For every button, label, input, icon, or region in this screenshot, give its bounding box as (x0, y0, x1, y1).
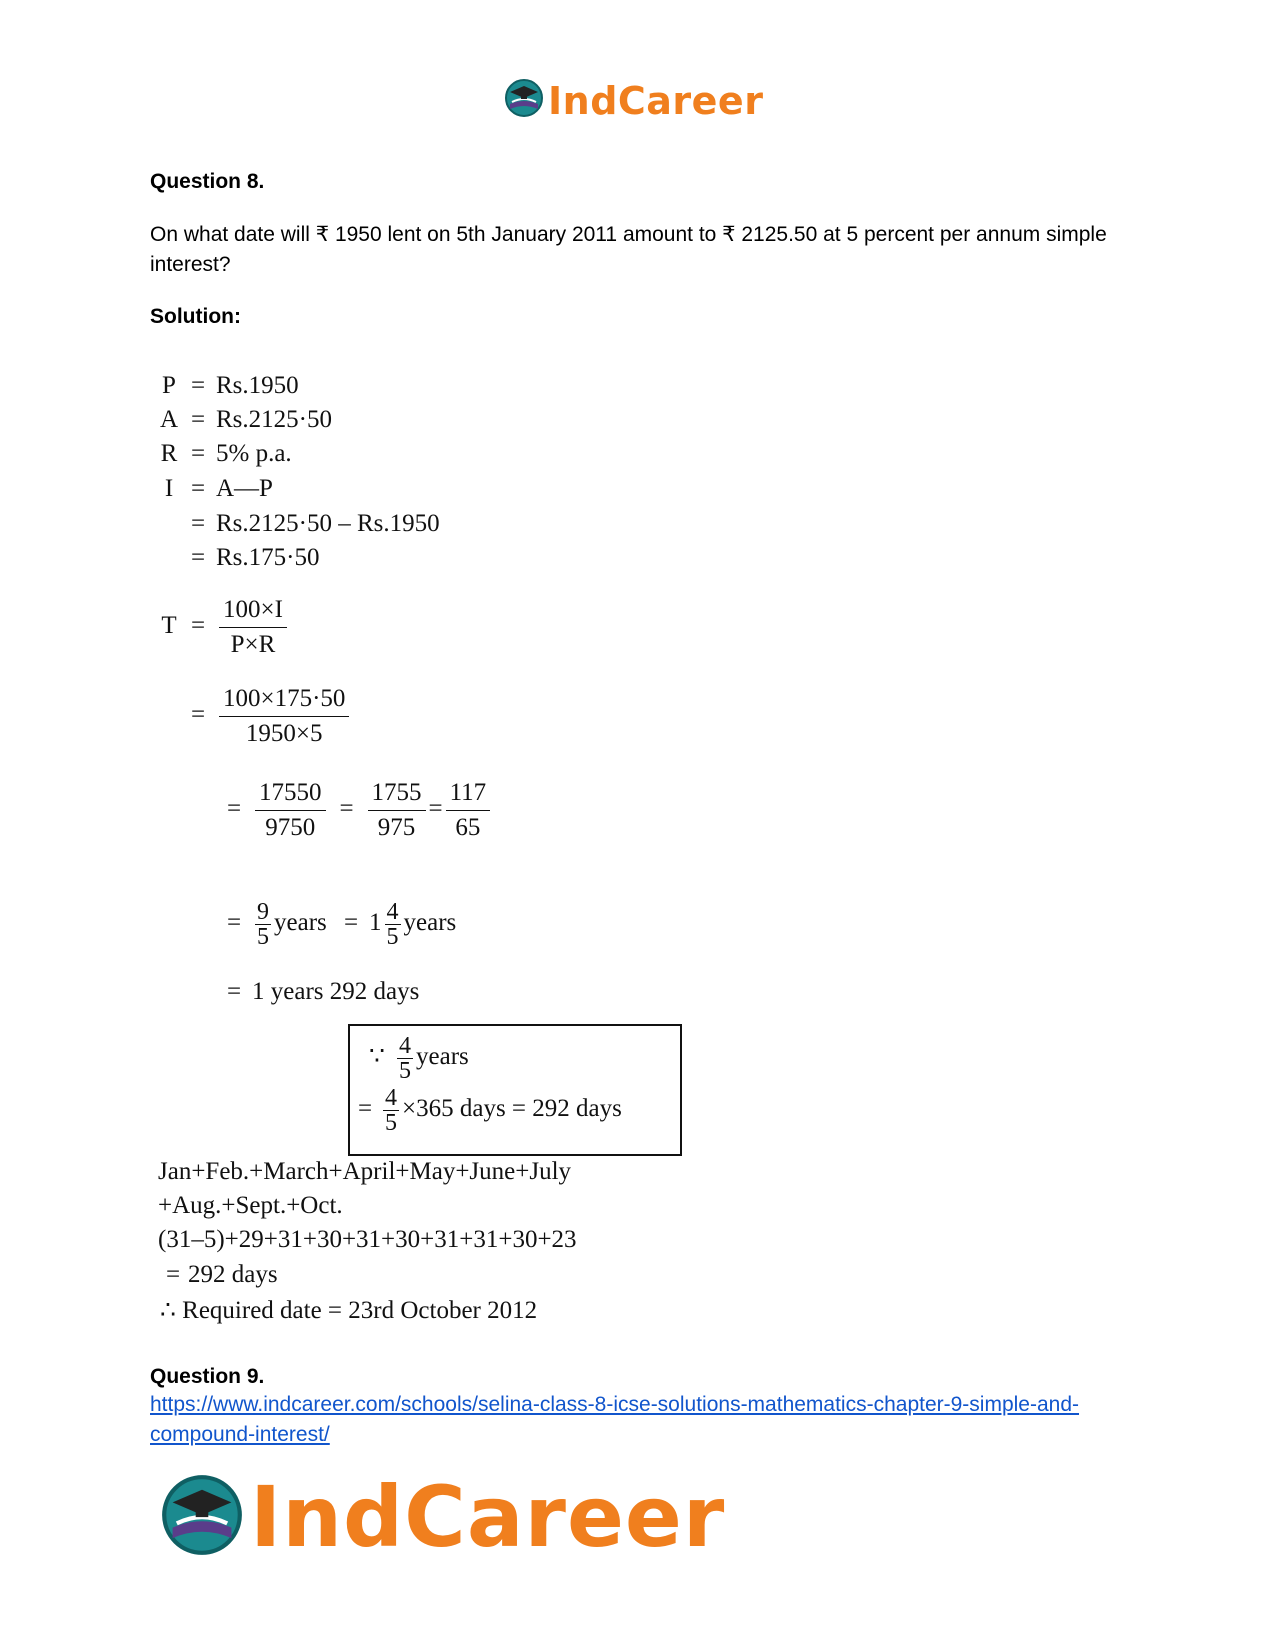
question-8-heading: Question 8. (150, 170, 265, 193)
time-formula: T = $\frac{100\times I}{P\times R}$ (158, 595, 290, 660)
solution-heading: Solution: (150, 305, 241, 328)
given-amount: A = Rs.2125·50 (159, 406, 332, 433)
interest-formula: I = A—P (164, 475, 273, 502)
time-substitution: = $\frac{100\times 175\cdot 50}{1950\times 5}$ (180, 684, 352, 749)
indcareer-logo-top (504, 78, 763, 123)
interest-result: = Rs.175·50 (190, 544, 320, 571)
required-date: ∴ Required date = 23rd October 2012 (160, 1297, 538, 1324)
time-in-years: = $\frac{9}{5}$ years = 1 $\frac{4}{5}$ years (226, 899, 457, 950)
brand-wordmark: IndCareer (250, 1468, 726, 1566)
time-simplification: = $\frac{17550}{9750}$ = $\frac{1755}{975}$ = $\frac{117}{65}$ (216, 778, 493, 843)
indcareer-logo-bottom (160, 1468, 725, 1566)
interest-step: = Rs.2125·50 – Rs.1950 (190, 510, 440, 537)
graduation-cap-book-icon (504, 78, 544, 123)
days-total: = 292 days (165, 1261, 278, 1288)
graduation-cap-book-icon (160, 1473, 244, 1562)
source-link[interactable]: https://www.indcareer.com/schools/selina-class-8-icse-solutions-mathematics-chapter-9-simple-and-compound-interest/ (150, 1393, 1080, 1446)
days-sum: (31–5)+29+31+30+31+30+31+31+30+23 (158, 1226, 577, 1253)
months-line-1: Jan+Feb.+March+April+May+June+July (158, 1158, 572, 1185)
months-line-2: +Aug.+Sept.+Oct. (158, 1192, 343, 1219)
time-fraction: $\frac{100\times I}{P\times R}$ (219, 595, 287, 660)
given-rate: R = 5% p.a. (160, 440, 292, 467)
question-9-heading: Question 9. (150, 1365, 265, 1388)
question-8-text: On what date will ₹ 1950 lent on 5th January 2011 amount to ₹ 2125.50 at 5 percent per annum simple interest? (150, 223, 1107, 276)
box-because-line: ∵ $\frac{4}{5}$ years (369, 1033, 469, 1084)
box-calculation-line: = $\frac{4}{5}$ ×365 days = 292 days (357, 1085, 622, 1136)
brand-wordmark: IndCareer (548, 78, 764, 123)
substitution-fraction: $\frac{100\times 175\cdot 50}{1950\times 5}$ (219, 684, 349, 749)
time-in-days: = 1 years 292 days (226, 978, 420, 1005)
given-principal: P = Rs.1950 (162, 372, 299, 399)
